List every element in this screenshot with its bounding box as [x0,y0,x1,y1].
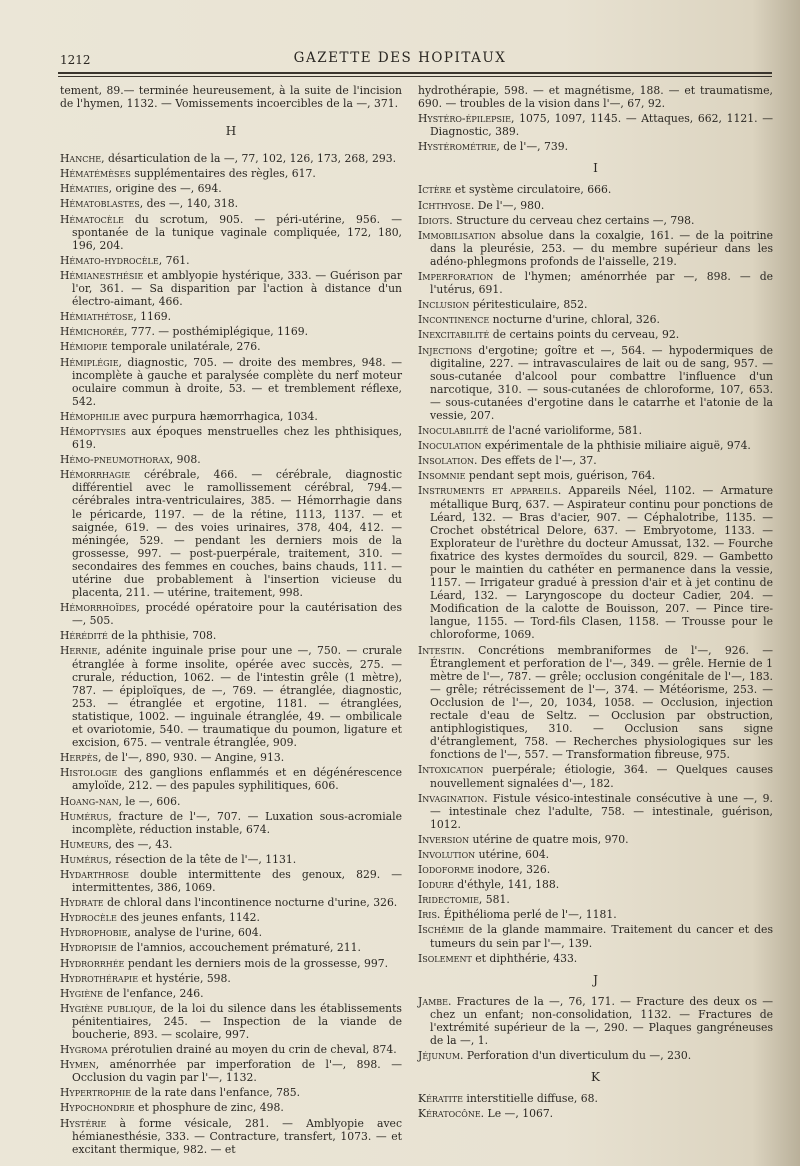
index-entry [418,644,773,762]
entry-text: Appareils Néel, 1102. — Armature métallique Burq, 637. — Aspirateur continu pour ponctions de Léard, 132. — Bras d'acier, 907. — Céphalotribe, 1135. — Crochet obstétrical Delore, 637. — Embryotome, 1133. — Explorateur de l'urèthre du docteur Amussat, 132. — Fourche fixatrice des kystes dermoïdes du sourcil, 829. — Gambetto pour le maintien du cathéter en permanence dans la vessie, 1157. — Irrigateur gradué à pression d'air et à jet continu de Léard, 132. — Laryngoscope du docteur Cadier, 204. — Modification de la calotte de Bouisson, 207. — Pince tire-langue, 1155. — Tord-fils Clasen, 1158. — Trousse pour le chloroforme, 1069. [430,484,773,642]
entry-headword: Hoang-nan, [60,794,122,808]
entry-text: pendant sept mois, guérison, 764. [465,469,656,483]
entry-headword: Jambe. [418,994,452,1008]
index-entry [60,1086,402,1099]
section-letter: H [225,124,237,139]
entry-text: 1075, 1097, 1145. — Attaques, 662, 1121. — Diagnostic, 389. [430,112,773,139]
entry-headword: Hystérométrie, [418,140,500,154]
index-entry [418,863,773,876]
entry-headword: Hémichorée, [60,325,128,339]
entry-text: absolue dans la coxalgie, 161. — de la poitrine dans la pleurésie, 253. — du membre supérieur dans les adéno-phlegmons profonds de l'aisselle, 219. [430,228,773,268]
index-entry [418,313,773,326]
entry-headword: Humérus, [60,809,112,823]
entry-text: fracture de l'—, 707. — Luxation sous-acromiale incomplète, réduction instable, 674. [72,809,402,836]
index-entry [418,484,773,641]
page-number: 1212 [60,53,91,67]
index-entry [60,310,402,323]
entry-headword: Hématémèses [60,167,131,181]
entry-headword: Invagination. [418,791,488,805]
index-entry [60,84,402,110]
entry-text: Fistule vésico-intestinale consécutive à une —, 9. — intestinale chez l'adulte, 758. — intestinale, guérison, 1012. [430,791,773,831]
entry-headword: Hydrophobie, [60,926,131,940]
index-entry [418,1092,773,1105]
entry-text: utérine, 604. [475,847,550,861]
entry-text: 761. [162,253,190,267]
index-entry [60,213,402,252]
index-entry [60,868,402,894]
entry-text: péritesticulaire, 852. [469,298,588,312]
entry-headword: Hydrorrhée [60,956,125,970]
entry-headword: Hygiène publique, [60,1001,157,1015]
index-entry [60,1058,402,1084]
entry-text: et phosphure de zinc, 498. [134,1101,284,1115]
index-entry [60,941,402,954]
entry-text: adénite inguinale prise pour une —, 750. — crurale étranglée à forme insolite, opérée avec succès, 275. — crurale, réduction, 1062. — de l'intestin grêle (1 mètre), 787. — épiploïques, de —, 769. — étranglée, diagnostic, 253. — étranglée et ergotine, 1181. — étranglées, statistique, 1002. — inguinale étranglée, 49. — ombilicale et ovariotomie, 540. — traumatique du poumon, ligature et excision, 675. — ventrale étranglée, 909. [72,644,402,750]
entry-headword: Hématoblastes, [60,197,144,211]
entry-text: aux époques menstruelles chez les phthisiques, 619. [72,424,402,452]
entry-text: du scrotum, 905. — péri-utérine, 956. — spontanée de la tunique vaginale compliquée, 172, 180, 196, 204. [72,212,402,252]
entry-headword: Immobilisation [418,228,496,242]
entry-text: de l'—, 739. [499,140,569,154]
index-entry [418,833,773,846]
index-entry [418,214,773,227]
entry-headword: Ictère [418,183,452,197]
entry-headword: Imperforation [418,270,494,284]
index-entry [60,972,402,985]
running-title: GAZETTE DES HOPITAUX [293,50,507,66]
entry-text: 581. [482,893,510,907]
entry-headword: Hernie, [60,644,101,658]
index-entry [60,453,402,466]
left-column [60,84,402,1158]
index-entry [60,1002,402,1041]
entry-headword: Iodure [418,878,454,892]
entry-text: d'ergotine; goître et —, 564. — hypodermiques de digitaline, 227. — intravasculaires de lait ou de sang, 957. — sous-cutanée d'alcool pour combattre l'influence d'un narcotique, 310. — sous-cutanées de chloroforme, 107, 653. — sous-cutanées d'ergotine dans le catarrhe et l'atonie de la vessie, 207. [430,343,773,422]
index-entry [418,454,773,467]
entry-headword: Involution [418,847,476,861]
entry-headword: Inclusion [418,298,470,312]
index-entry [60,152,402,165]
index-entry [418,439,773,452]
entry-headword: Hémiathétose, [60,310,137,324]
entry-text: Perforation d'un diverticulum du —, 230. [463,1049,692,1063]
entry-text: de l'enfance, 246. [102,986,204,1000]
index-entry [60,197,402,210]
entry-text: de la loi du silence dans les établissements pénitentiaires, 245. — Inspection de la viande de boucherie, 893. — scolaire, 997. [72,1001,402,1041]
entry-text: double intermittente des genoux, 829. — intermittentes, 386, 1069. [72,867,402,895]
entry-text: et système circulatoire, 666. [451,183,612,197]
entry-text: et amblyopie hystérique, 333. — Guérison par l'or, 361. — Sa disparition par l'action à distance d'un électro-aimant, 466. [72,268,402,309]
entry-headword: Idiots. [418,213,453,227]
entry-headword: Kératite [418,1092,463,1106]
entry-text: 908. [173,453,201,467]
entry-text: analyse de l'urine, 604. [130,926,263,940]
index-entry [418,1049,773,1062]
entry-headword: Hystérie [60,1116,107,1130]
index-entry [60,896,402,909]
entry-text: Fractures de la —, 76, 171. — Fracture des deux os — chez un enfant; non-consolidation, 1132. — Fractures de l'extrémité supérieur de la —, 290. — Plaques gangréneuses de la —, 1. [430,994,773,1047]
index-entry [418,140,773,153]
index-entry [418,893,773,906]
index-entry [60,468,402,599]
index-entry [418,923,773,949]
index-entry [60,957,402,970]
entry-text: des jeunes enfants, 1142. [116,911,260,925]
index-entry [418,183,773,196]
entry-headword: Humérus, [60,852,112,866]
index-entry [60,853,402,866]
index-entry [60,926,402,939]
entry-text: de l'—, 890, 930. — Angine, 913. [101,751,285,765]
entry-text: de la glande mammaire. Traitement du cancer et des tumeurs du sein par l'—, 139. [430,923,773,950]
index-entry [418,469,773,482]
entry-text: puerpérale; étiologie, 364. — Quelques causes nouvellement signalées d'—, 182. [430,763,773,790]
entry-text: de l'hymen; aménorrhée par —, 898. — de l'utérus, 691. [430,270,773,297]
index-entry [418,792,773,831]
entry-headword: Hypochondrie [60,1101,135,1115]
entry-text: De l'—, 980. [474,198,545,212]
index-entry [60,356,402,408]
index-entry [418,112,773,138]
entry-text: 777. — posthémiplégique, 1169. [127,325,309,339]
header-rule [58,72,772,74]
entry-headword: Histologie [60,766,118,780]
entry-text: Des effets de l'—, 37. [477,454,597,468]
entry-text: Concrétions membraniformes de l'—, 926. — Étranglement et perforation de l'—, 349. — grêle. Hernie de 1 mètre de l'—, 787. — grêle; occlusion congénitale de l'—, 183. — grêle; rétrécissement de l'—, 374. — Météorisme, 253. — Occlusion de l'—, 20, 1034, 1058. — Occlusion, injection rectale d'eau de Seltz. — Occlusion par obstruction, antiphlogistiques, 310. — Occlusion sans signe d'étranglement, 758. — Recherches physiologiques sur les fonctions de l'—, 557. — Transformation fibreuse, 975. [430,643,773,762]
index-entry [418,1107,773,1120]
entry-text: de la phthisie, 708. [107,629,217,643]
entry-headword: Hydarthrose [60,867,129,881]
index-entry [418,908,773,921]
entry-headword: Intestin. [418,643,465,657]
index-entry [60,810,402,836]
entry-headword: Hérédité [60,629,108,643]
entry-headword: Inversion [418,832,470,846]
entry-text: résection de la tête de l'—, 1131. [111,852,297,866]
index-entry [60,911,402,924]
entry-headword: Hémianesthésie [60,268,144,282]
index-entry [60,601,402,627]
entry-text: de l'amnios, accouchement prématuré, 211. [116,941,361,955]
index-entry [60,254,402,267]
entry-text: temporale unilatérale, 276. [107,340,261,354]
index-entry [418,995,773,1047]
index-entry [60,766,402,792]
entry-text: prérotulien drainé au moyen du crin de cheval, 874. [107,1043,397,1057]
entry-text: à forme vésicale, 281. — Amblyopie avec hémianesthésie, 333. — Contracture, transfert, 1073. — et excitant thermique, 982. — et [72,1116,402,1156]
entry-headword: Hydrate [60,896,104,910]
index-entry [418,199,773,212]
entry-headword: Intoxication [418,763,484,777]
index-entry [60,410,402,423]
index-entry [60,795,402,808]
entry-headword: Hanche, [60,152,105,166]
entry-text: des —, 43. [111,837,173,851]
index-entry [60,629,402,642]
index-entry [418,84,773,110]
entry-headword: Hygiène [60,986,103,1000]
index-entry [60,838,402,851]
entry-headword: Incontinence [418,313,490,327]
entry-text: origine des —, 694. [112,182,222,196]
index-entry [60,1043,402,1056]
entry-text: inodore, 326. [473,863,551,877]
entry-text: tement, 89.— terminée heureusement, à la suite de l'incision de l'hymen, 1132. — Vomissements incoercibles de la —, 371. [60,84,402,111]
entry-headword: Insolation. [418,454,478,468]
entry-text: nocturne d'urine, chloral, 326. [489,313,660,327]
entry-headword: Injections [418,343,472,357]
entry-headword: Isolement [418,951,472,965]
entry-headword: Insomnie [418,469,466,483]
entry-text: Structure du cerveau chez certains —, 798. [452,213,695,227]
entry-text: cérébrale, 466. — cérébrale, diagnostic différentiel avec le ramollissement cérébral, 794.— cérébrales intra-ventriculaires, 385. — Hémorrhagie dans le péricarde, 1197. — de la rétine, 1113, 1137. — et saignée, 619. — des voies urinaires, 378, 404, 412. — méningée, 529. — pendant les derniers mois de la grossesse, 997. — post-puerpérale, traitement, 310. — secondaires des femmes en couches, bains chauds, 111. — utérine due probablement à l'insertion vicieuse du placenta, 211. — utérine, traitement, 998. [72,468,402,600]
entry-headword: Instruments et appareils. [418,484,562,498]
entry-headword: Hémorrhagie [60,468,131,482]
entry-text: d'éthyle, 141, 188. [453,878,560,892]
entry-headword: Ichthyose. [418,198,475,212]
entry-headword: Hémo-pneumothorax, [60,453,174,467]
entry-headword: Hystéro-épilepsie, [418,112,515,126]
index-entry [60,1117,402,1156]
entry-headword: Hydrothérapie [60,971,139,985]
index-entry [418,848,773,861]
index-entry [60,182,402,195]
entry-headword: Hémorrhoïdes, [60,601,140,615]
entry-text: Le —, 1067. [484,1107,554,1121]
entry-text: hydrothérapie, 598. — et magnétisme, 188. — et traumatisme, 690. — troubles de la vision dans l'—, 67, 92. [418,84,773,111]
entry-headword: Hématies, [60,182,113,196]
entry-headword: Iris. [418,908,441,922]
index-entry [60,425,402,451]
index-entry [418,424,773,437]
entry-text: expérimentale de la phthisie miliaire aiguë, 974. [481,439,751,453]
entry-text: de la rate dans l'enfance, 785. [131,1086,301,1100]
entry-text: et hystérie, 598. [138,971,231,985]
entry-text: de certains points du cerveau, 92. [489,328,680,342]
entry-text: Épithélioma perlé de l'—, 1181. [440,908,617,922]
entry-headword: Inoculation [418,439,482,453]
entry-headword: Kératocône. [418,1107,485,1121]
entry-headword: Hygroma [60,1043,108,1057]
index-entry [60,1101,402,1114]
index-entry [418,328,773,341]
index-entry [60,167,402,180]
entry-text: et diphthérie, 433. [471,951,578,965]
entry-text: le —, 606. [122,794,181,808]
index-entry [418,270,773,296]
header-rule-thin [58,76,772,77]
entry-headword: Hémophilie [60,409,120,423]
entry-text: des —, 140, 318. [143,197,239,211]
entry-headword: Hémato-hydrocèle, [60,253,163,267]
index-entry [418,878,773,891]
entry-headword: Ischémie [418,923,464,937]
index-entry [60,269,402,308]
entry-headword: Inoculabilité [418,424,489,438]
index-entry [60,325,402,338]
entry-headword: Hydrocèle [60,911,117,925]
entry-text: pendant les derniers mois de la grossesse, 997. [124,956,389,970]
right-column [418,84,773,1122]
entry-text: supplémentaires des règles, 617. [130,167,316,181]
index-entry [418,298,773,311]
index-entry [60,751,402,764]
index-entry [418,229,773,268]
section-letter: K [591,1070,600,1085]
entry-headword: Jéjunum. [418,1049,464,1063]
entry-headword: Hymen, [60,1058,100,1072]
entry-headword: Hémiplégie, [60,355,122,369]
section-letter: J [593,972,598,987]
entry-text: utérine de quatre mois, 970. [469,832,629,846]
index-entry [60,340,402,353]
entry-headword: Inexcitabilité [418,328,490,342]
entry-text: 1169. [136,310,172,324]
entry-headword: Humeurs, [60,837,112,851]
index-entry [60,987,402,1000]
section-letter: I [593,161,598,176]
entry-text: désarticulation de la —, 77, 102, 126, 173, 268, 293. [104,152,397,166]
entry-text: de chloral dans l'incontinence nocturne d'urine, 326. [103,896,398,910]
index-entry [60,644,402,749]
entry-headword: Hydropisie [60,941,117,955]
entry-text: des ganglions enflammés et en dégénérescence amyloïde, 212. — des papules syphilitiques, 606. [72,766,402,793]
index-entry [418,952,773,965]
entry-text: aménorrhée par imperforation de l'—, 898. — Occlusion du vagin par l'—, 1132. [72,1058,402,1085]
entry-headword: Iodoforme [418,863,474,877]
index-entry [418,763,773,789]
entry-text: procédé opératoire pour la cautérisation des —, 505. [72,601,402,628]
entry-headword: Hémoptysies [60,424,126,438]
index-entry [418,344,773,423]
entry-headword: Hématocèle [60,212,124,226]
entry-headword: Hypertrophie [60,1086,132,1100]
entry-headword: Hémiopie [60,340,108,354]
entry-text: de l'acné varioliforme, 581. [488,424,643,438]
entry-text: avec purpura hæmorrhagica, 1034. [119,409,318,423]
entry-headword: Herpès, [60,751,102,765]
entry-text: diagnostic, 705. — droite des membres, 948. — incomplète à gauche et paralysée complète du nerf moteur oculaire commun à droite, 53. — et tremblement réflexe, 542. [72,355,402,408]
entry-headword: Iridectomie, [418,893,483,907]
entry-text: interstitielle diffuse, 68. [462,1092,598,1106]
